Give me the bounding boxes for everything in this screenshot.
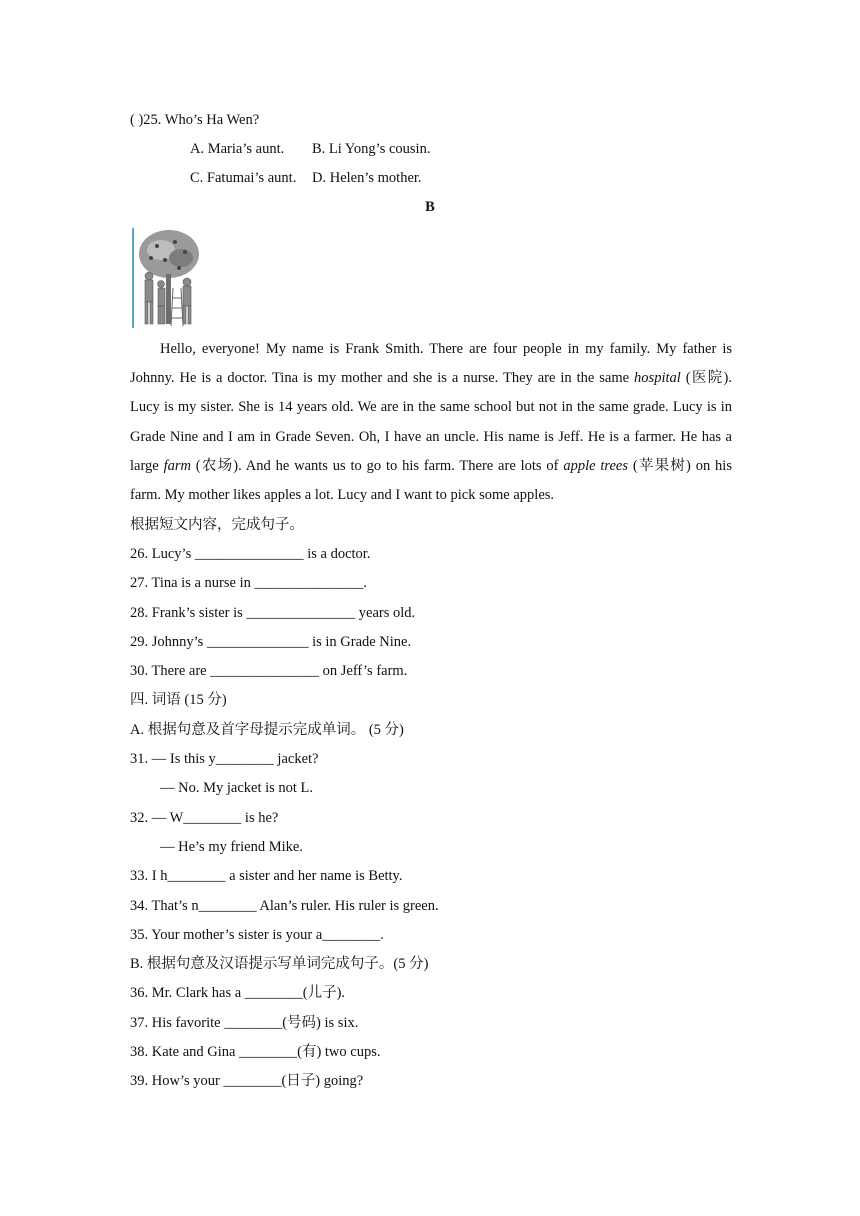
question-34: 34. That’s n________ Alan’s ruler. His ruler is green. (130, 898, 439, 914)
passage-part-4: (苹果树) on his farm. My mother likes apples a lot. Lucy and I want to pick some apples. (130, 457, 732, 504)
family-picking-apples-illustration (131, 228, 203, 328)
question-31-line-2: — No. My jacket is not L. (160, 780, 314, 796)
question-25-option-b: B. Li Yong’s cousin. (312, 141, 431, 157)
passage-part-1: Hello, everyone! My name is Frank Smith. There are four people in my family. My father is Johnny. He is a doctor. Tina is my mother and she is a nurse. They are in the same (130, 341, 732, 387)
question-31-line-1: 31. — Is this y________ jacket? (130, 751, 319, 767)
reading-passage (130, 335, 732, 510)
passage-word-hospital: hospital (634, 370, 681, 387)
question-30: 30. There are _______________ on Jeff’s farm. (130, 663, 408, 679)
section-4-title: 四. 词语 (15 分) (130, 692, 227, 708)
question-33: 33. I h________ a sister and her name is Betty. (130, 868, 403, 884)
question-35: 35. Your mother’s sister is your a________. (130, 927, 384, 943)
question-25-option-c: C. Fatumai’s aunt. (190, 170, 297, 186)
question-29: 29. Johnny’s ______________ is in Grade Nine. (130, 634, 412, 650)
question-25-stem: ( )25. Who’s Ha Wen? (130, 112, 260, 128)
section-4a-instruction: A. 根据句意及首字母提示完成单词。 (5 分) (130, 722, 404, 738)
question-27: 27. Tina is a nurse in _______________. (130, 575, 367, 591)
question-28: 28. Frank’s sister is _______________ years old. (130, 605, 416, 621)
instruction-complete-sentences: 根据短文内容，完成句子。 (130, 517, 304, 533)
section-b-title: B (425, 199, 435, 215)
question-37: 37. His favorite ________(号码) is six. (130, 1015, 359, 1031)
question-38: 38. Kate and Gina ________(有) two cups. (130, 1044, 381, 1060)
question-32-line-2: — He’s my friend Mike. (160, 839, 303, 855)
question-39: 39. How’s your ________(日子) going? (130, 1073, 364, 1089)
question-25-option-a: A. Maria’s aunt. (190, 141, 285, 157)
passage-part-2: (医院). Lucy is my sister. She is 14 years old. We are in the same school but not in the same grade. Lucy is in Grade Nine and I am in Grade Seven. Oh, I have an uncle. His name is Jeff. He is a farmer. He has a large (130, 370, 732, 474)
question-26: 26. Lucy’s _______________ is a doctor. (130, 546, 371, 562)
question-32-line-1: 32. — W________ is he? (130, 810, 279, 826)
passage-word-farm: farm (163, 457, 191, 474)
question-36: 36. Mr. Clark has a ________(儿子). (130, 985, 346, 1001)
section-4b-instruction: B. 根据句意及汉语提示写单词完成句子。(5 分) (130, 956, 429, 972)
passage-word-apple-trees: apple trees (563, 457, 629, 474)
question-25-option-d: D. Helen’s mother. (312, 170, 422, 186)
passage-part-3: (农场). And he wants us to go to his farm. There are lots of (190, 457, 564, 474)
